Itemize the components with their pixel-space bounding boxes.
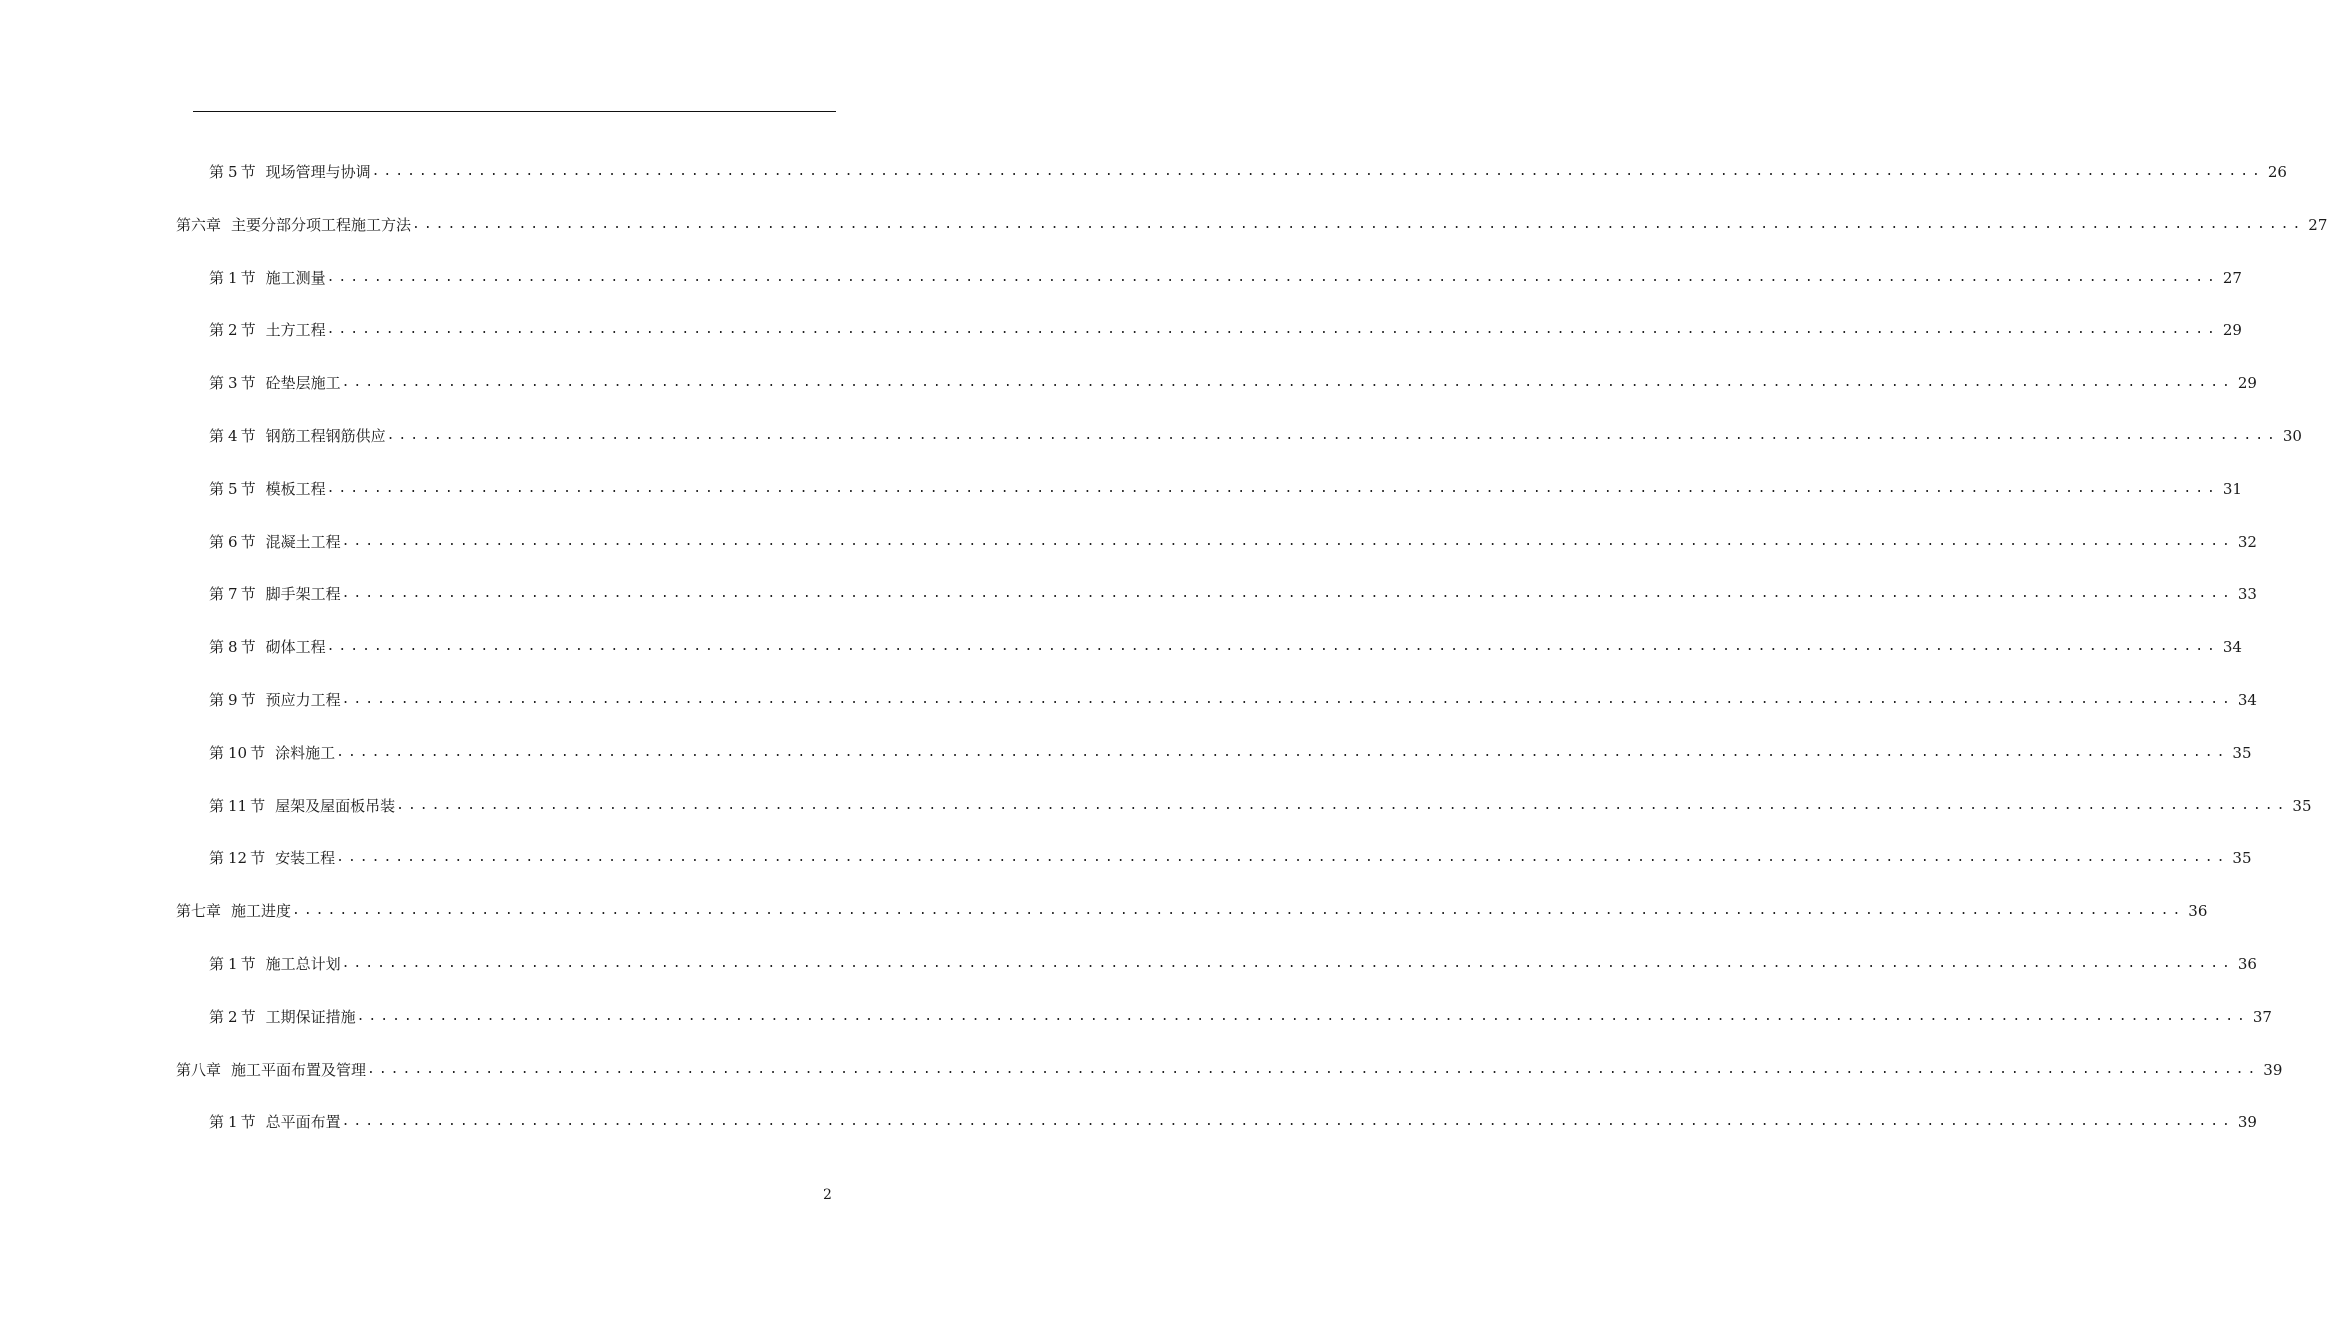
toc-entry-suffix: 节 bbox=[250, 796, 266, 815]
toc-dot-leader: ................................................................................................................................................................ bbox=[412, 216, 2305, 232]
toc-entry-prefix: 第 bbox=[209, 638, 225, 657]
toc-section-entry[interactable] bbox=[209, 528, 2257, 552]
toc-entry-index: 2 bbox=[228, 1007, 238, 1026]
toc-entry-suffix: 节 bbox=[250, 743, 266, 762]
toc-entry-title: 砼垫层施工 bbox=[265, 374, 341, 393]
toc-entry-prefix: 第 bbox=[209, 1007, 225, 1026]
toc-chapter-number: 第八章 bbox=[176, 1060, 222, 1079]
toc-chapter-entry[interactable] bbox=[176, 897, 2208, 921]
toc-entry-number bbox=[209, 848, 265, 868]
toc-entry-prefix: 第 bbox=[209, 796, 225, 815]
toc-entry-index: 5 bbox=[228, 163, 238, 181]
toc-entry-page: 37 bbox=[2252, 1007, 2272, 1026]
toc-entry-title: 现场管理与协调 bbox=[265, 163, 371, 181]
toc-entry-number bbox=[209, 532, 256, 552]
toc-dot-leader: ................................................................................................................................................................ bbox=[341, 692, 2234, 707]
toc-dot-leader: ................................................................................................................................................................ bbox=[292, 903, 2185, 919]
toc-section-entry[interactable] bbox=[209, 686, 2257, 710]
toc-entry-index: 2 bbox=[228, 321, 238, 340]
toc-entry-index: 9 bbox=[228, 691, 238, 709]
toc-dot-leader: ................................................................................................................................................................ bbox=[326, 480, 2219, 496]
toc-entry-title: 主要分部分项工程施工方法 bbox=[231, 215, 412, 234]
toc-entry-prefix: 第 bbox=[209, 532, 225, 551]
toc-entry-prefix: 第 bbox=[209, 691, 225, 709]
toc-entry-suffix: 节 bbox=[240, 374, 256, 393]
toc-entry-index: 4 bbox=[228, 427, 238, 445]
toc-section-entry[interactable] bbox=[209, 950, 2257, 974]
toc-dot-leader: ................................................................................................................................................................ bbox=[396, 797, 2289, 813]
toc-dot-leader: ................................................................................................................................................................ bbox=[336, 744, 2229, 760]
toc-entry-number bbox=[209, 743, 265, 763]
toc-entry-index: 5 bbox=[228, 479, 238, 498]
toc-entry-number bbox=[209, 320, 256, 340]
toc-section-entry[interactable] bbox=[209, 633, 2242, 657]
toc-entry-number bbox=[209, 268, 256, 288]
toc-entry-suffix: 节 bbox=[240, 532, 256, 551]
toc-entry-number bbox=[176, 215, 221, 235]
toc-entry-title: 工期保证措施 bbox=[265, 1007, 356, 1026]
toc-entry-index: 12 bbox=[228, 849, 248, 868]
toc-entry-prefix: 第 bbox=[209, 743, 225, 762]
toc-dot-leader: ................................................................................................................................................................ bbox=[336, 850, 2229, 866]
toc-section-entry[interactable] bbox=[209, 1003, 2272, 1027]
toc-entry-page: 30 bbox=[2282, 427, 2302, 445]
toc-entry-title: 屋架及屋面板吊装 bbox=[275, 796, 396, 815]
toc-entry-page: 29 bbox=[2237, 374, 2257, 393]
toc-entry-title: 施工平面布置及管理 bbox=[231, 1060, 367, 1079]
toc-entry-page: 39 bbox=[2237, 1113, 2257, 1132]
toc-entry-title: 施工总计划 bbox=[265, 955, 341, 973]
toc-section-entry[interactable] bbox=[209, 158, 2287, 182]
toc-entry-title: 施工进度 bbox=[231, 902, 292, 921]
toc-entry-page: 27 bbox=[2308, 215, 2327, 234]
toc-entry-title: 安装工程 bbox=[275, 849, 336, 868]
toc-entry-page: 27 bbox=[2222, 268, 2242, 287]
toc-entry-page: 39 bbox=[2263, 1060, 2283, 1079]
toc-section-entry[interactable] bbox=[209, 844, 2252, 868]
toc-entry-index: 8 bbox=[228, 638, 238, 657]
toc-section-entry[interactable] bbox=[209, 580, 2257, 604]
toc-section-entry[interactable] bbox=[209, 475, 2242, 499]
toc-entry-title: 总平面布置 bbox=[265, 1113, 341, 1132]
toc-entry-number bbox=[209, 796, 265, 816]
toc-entry-prefix: 第 bbox=[209, 479, 225, 498]
toc-entry-title: 施工测量 bbox=[265, 268, 326, 287]
toc-entry-title: 涂料施工 bbox=[275, 743, 336, 762]
toc-entry-page: 33 bbox=[2237, 585, 2257, 604]
toc-dot-leader: ................................................................................................................................................................ bbox=[341, 533, 2234, 549]
toc-entry-suffix: 节 bbox=[240, 1113, 256, 1132]
toc-entry-title: 砌体工程 bbox=[265, 638, 326, 657]
header-rule bbox=[193, 111, 836, 112]
toc-entry-title: 土方工程 bbox=[265, 321, 326, 340]
toc-chapter-entry[interactable] bbox=[176, 1056, 2283, 1080]
toc-entry-index: 1 bbox=[228, 1113, 238, 1132]
toc-entry-page: 35 bbox=[2292, 796, 2312, 815]
toc-entry-number bbox=[209, 1007, 256, 1027]
toc-entry-title: 混凝土工程 bbox=[265, 532, 341, 551]
toc-entry-prefix: 第 bbox=[209, 268, 225, 287]
toc-dot-leader: ................................................................................................................................................................ bbox=[371, 164, 2264, 179]
toc-entry-prefix: 第 bbox=[209, 585, 225, 604]
toc-entry-number bbox=[176, 901, 221, 921]
toc-entry-suffix: 节 bbox=[240, 268, 256, 287]
toc-entry-suffix: 节 bbox=[240, 585, 256, 604]
toc-entry-number bbox=[209, 162, 256, 182]
toc-entry-suffix: 节 bbox=[240, 427, 256, 445]
page-number: 2 bbox=[823, 1187, 832, 1203]
toc-section-entry[interactable] bbox=[209, 369, 2257, 393]
toc-entry-page: 32 bbox=[2237, 532, 2257, 551]
toc-entry-index: 1 bbox=[228, 955, 238, 973]
toc-section-entry[interactable] bbox=[209, 316, 2242, 340]
toc-entry-prefix: 第 bbox=[209, 163, 225, 181]
toc-entry-prefix: 第 bbox=[209, 427, 225, 445]
toc-entry-index: 11 bbox=[228, 796, 248, 815]
toc-entry-page: 29 bbox=[2222, 321, 2242, 340]
toc-entry-number bbox=[209, 954, 256, 974]
toc-entry-number bbox=[209, 373, 256, 393]
toc-dot-leader: ................................................................................................................................................................ bbox=[386, 428, 2279, 443]
toc-entry-suffix: 节 bbox=[240, 955, 256, 973]
toc-entry-prefix: 第 bbox=[209, 374, 225, 393]
toc-entry-title: 钢筋工程钢筋供应 bbox=[265, 427, 386, 445]
toc-dot-leader: ................................................................................................................................................................ bbox=[341, 375, 2234, 391]
toc-entry-page: 26 bbox=[2267, 163, 2287, 181]
toc-entry-page: 35 bbox=[2232, 743, 2252, 762]
toc-entry-index: 3 bbox=[228, 374, 238, 393]
toc-dot-leader: ................................................................................................................................................................ bbox=[367, 1061, 2260, 1077]
toc-entry-page: 34 bbox=[2222, 638, 2242, 657]
toc-entry-prefix: 第 bbox=[209, 849, 225, 868]
toc-entry-number bbox=[176, 1060, 221, 1080]
toc-entry-suffix: 节 bbox=[240, 691, 256, 709]
toc-chapter-entry[interactable] bbox=[176, 211, 2327, 235]
toc-entry-page: 36 bbox=[2237, 955, 2257, 973]
toc-section-entry[interactable] bbox=[209, 739, 2252, 763]
toc-entry-title: 预应力工程 bbox=[265, 691, 341, 709]
toc-entry-number bbox=[209, 690, 256, 710]
toc-entry-prefix: 第 bbox=[209, 321, 225, 340]
toc-dot-leader: ................................................................................................................................................................ bbox=[341, 956, 2234, 971]
toc-dot-leader: ................................................................................................................................................................ bbox=[341, 586, 2234, 602]
toc-entry-suffix: 节 bbox=[240, 321, 256, 340]
toc-entry-page: 34 bbox=[2237, 691, 2257, 709]
toc-entry-suffix: 节 bbox=[240, 1007, 256, 1026]
toc-section-entry[interactable] bbox=[209, 792, 2312, 816]
toc-entry-prefix: 第 bbox=[209, 1113, 225, 1132]
toc-dot-leader: ................................................................................................................................................................ bbox=[341, 1114, 2234, 1130]
toc-entry-prefix: 第 bbox=[209, 955, 225, 973]
toc-entry-number bbox=[209, 1112, 256, 1132]
toc-entry-number bbox=[209, 426, 256, 446]
toc-chapter-number: 第六章 bbox=[176, 215, 222, 234]
toc-entry-number bbox=[209, 479, 256, 499]
toc-entry-number bbox=[209, 637, 256, 657]
toc-entry-suffix: 节 bbox=[240, 638, 256, 657]
toc-dot-leader: ................................................................................................................................................................ bbox=[326, 322, 2219, 338]
toc-dot-leader: ................................................................................................................................................................ bbox=[326, 269, 2219, 285]
toc-entry-index: 6 bbox=[228, 532, 238, 551]
toc-dot-leader: ................................................................................................................................................................ bbox=[356, 1008, 2249, 1024]
toc-entry-number bbox=[209, 584, 256, 604]
toc-entry-page: 35 bbox=[2232, 849, 2252, 868]
toc-entry-index: 1 bbox=[228, 268, 238, 287]
toc-entry-suffix: 节 bbox=[240, 163, 256, 181]
toc-chapter-number: 第七章 bbox=[176, 902, 222, 921]
toc-section-entry[interactable] bbox=[209, 422, 2302, 446]
toc-dot-leader: ................................................................................................................................................................ bbox=[326, 639, 2219, 655]
toc-entry-page: 36 bbox=[2188, 902, 2208, 921]
toc-section-entry[interactable] bbox=[209, 1108, 2257, 1132]
toc-entry-index: 10 bbox=[228, 743, 248, 762]
toc-entry-suffix: 节 bbox=[240, 479, 256, 498]
toc-entry-title: 模板工程 bbox=[265, 479, 326, 498]
toc-entry-suffix: 节 bbox=[250, 849, 266, 868]
toc-entry-title: 脚手架工程 bbox=[265, 585, 341, 604]
toc-section-entry[interactable] bbox=[209, 264, 2242, 288]
toc-entry-index: 7 bbox=[228, 585, 238, 604]
toc-entry-page: 31 bbox=[2222, 479, 2242, 498]
